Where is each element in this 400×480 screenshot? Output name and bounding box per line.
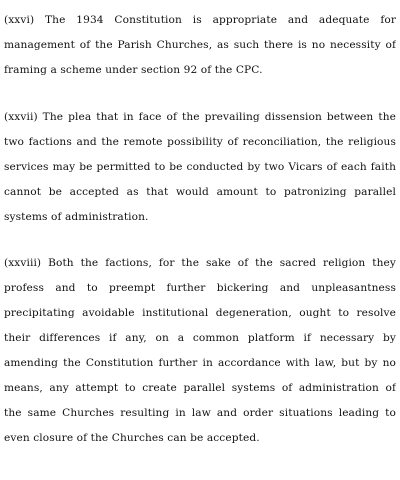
paragraph-xxvii	[4, 105, 396, 230]
text-line: (xxvii) The plea that in face of the prevailing dissension between the	[4, 111, 396, 123]
text-line: even closure of the Churches can be accepted.	[4, 432, 260, 444]
text-line: the same Churches resulting in law and order situations leading to	[4, 407, 396, 419]
text-line: two factions and the remote possibility of reconciliation, the religious	[4, 136, 396, 148]
text-line: amending the Constitution further in accordance with law, but by no	[4, 357, 396, 369]
text-line: services may be permitted to be conducted by two Vicars of each faith	[4, 161, 396, 173]
paragraph-xxvi	[4, 8, 396, 83]
text-line: systems of administration.	[4, 211, 149, 223]
paragraph-xxviii	[4, 251, 396, 451]
text-line: (xxvi) The 1934 Constitution is appropriate and adequate for	[4, 14, 396, 26]
text-line: means, any attempt to create parallel systems of administration of	[4, 382, 396, 394]
text-line: precipitating avoidable institutional degeneration, ought to resolve	[4, 307, 396, 319]
text-line: (xxviii) Both the factions, for the sake of the sacred religion they	[4, 257, 396, 269]
text-line: profess and to preempt further bickering and unpleasantness	[4, 282, 396, 294]
text-line: framing a scheme under section 92 of the CPC.	[4, 64, 263, 76]
text-line: management of the Parish Churches, as such there is no necessity of	[4, 39, 396, 51]
text-line: their differences if any, on a common platform if necessary by	[4, 332, 396, 344]
text-line: cannot be accepted as that would amount to patronizing parallel	[4, 186, 396, 198]
